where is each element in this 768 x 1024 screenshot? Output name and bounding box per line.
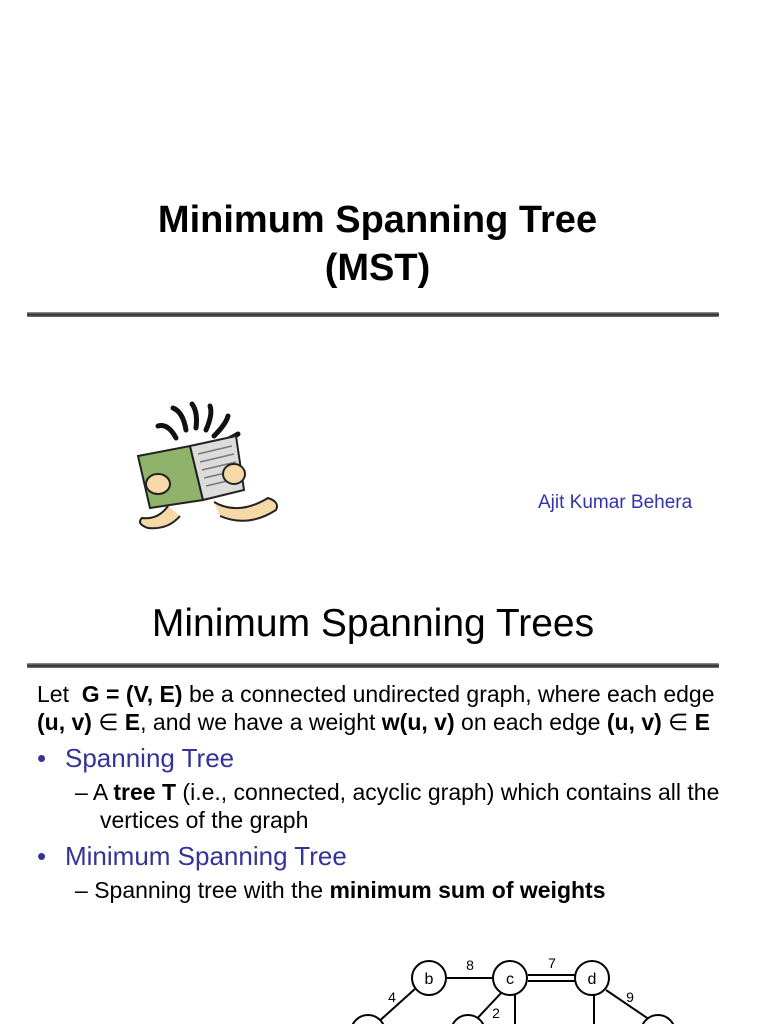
reading-book-clipart-icon	[128, 398, 288, 538]
edge-label-b-a: 4	[388, 989, 396, 1005]
intro-paragraph: Let G = (V, E) be a connected undirected graph, where each edge (u, v) ∈ E, and we have a weight w(u, v) on each edge (u, v) ∈ E	[37, 681, 715, 735]
bullet-marker: •	[37, 841, 47, 871]
bullet-label: Minimum Spanning Tree	[65, 841, 347, 871]
edge-label-c-i: 2	[492, 1005, 500, 1021]
graph-node-partial-a	[351, 1015, 385, 1024]
slide-title	[0, 196, 755, 292]
edge-label-b-c: 8	[466, 957, 474, 973]
section-heading: Minimum Spanning Trees	[151, 602, 595, 645]
graph-node-label-b: b	[424, 971, 434, 988]
bullet-label: Spanning Tree	[65, 743, 235, 773]
heading-divider	[27, 663, 719, 668]
sub-bullet-spanning-tree: – A tree T (i.e., connected, acyclic graph) which contains all the vertices of the graph	[75, 779, 720, 833]
slide-title-line1: Minimum Spanning Tree	[157, 199, 598, 241]
edge-label-d-e: 9	[626, 989, 634, 1005]
bullet-spanning-tree	[37, 742, 747, 774]
slide-title-line2: (MST)	[324, 247, 431, 289]
bullet-minimum-spanning-tree	[37, 840, 747, 872]
title-divider	[27, 312, 719, 317]
edge-b-a	[376, 988, 416, 1024]
example-graph	[340, 950, 768, 1024]
bullet-marker: •	[37, 743, 47, 773]
graph-node-label-c: c	[506, 971, 514, 988]
author-name: Ajit Kumar Behera	[538, 492, 693, 513]
slide-body	[37, 680, 747, 904]
edge-label-c-d: 7	[548, 955, 556, 971]
graph-node-label-d: d	[587, 971, 597, 988]
sub-bullet-minimum-spanning-tree: – Spanning tree with the minimum sum of weights	[75, 877, 606, 903]
